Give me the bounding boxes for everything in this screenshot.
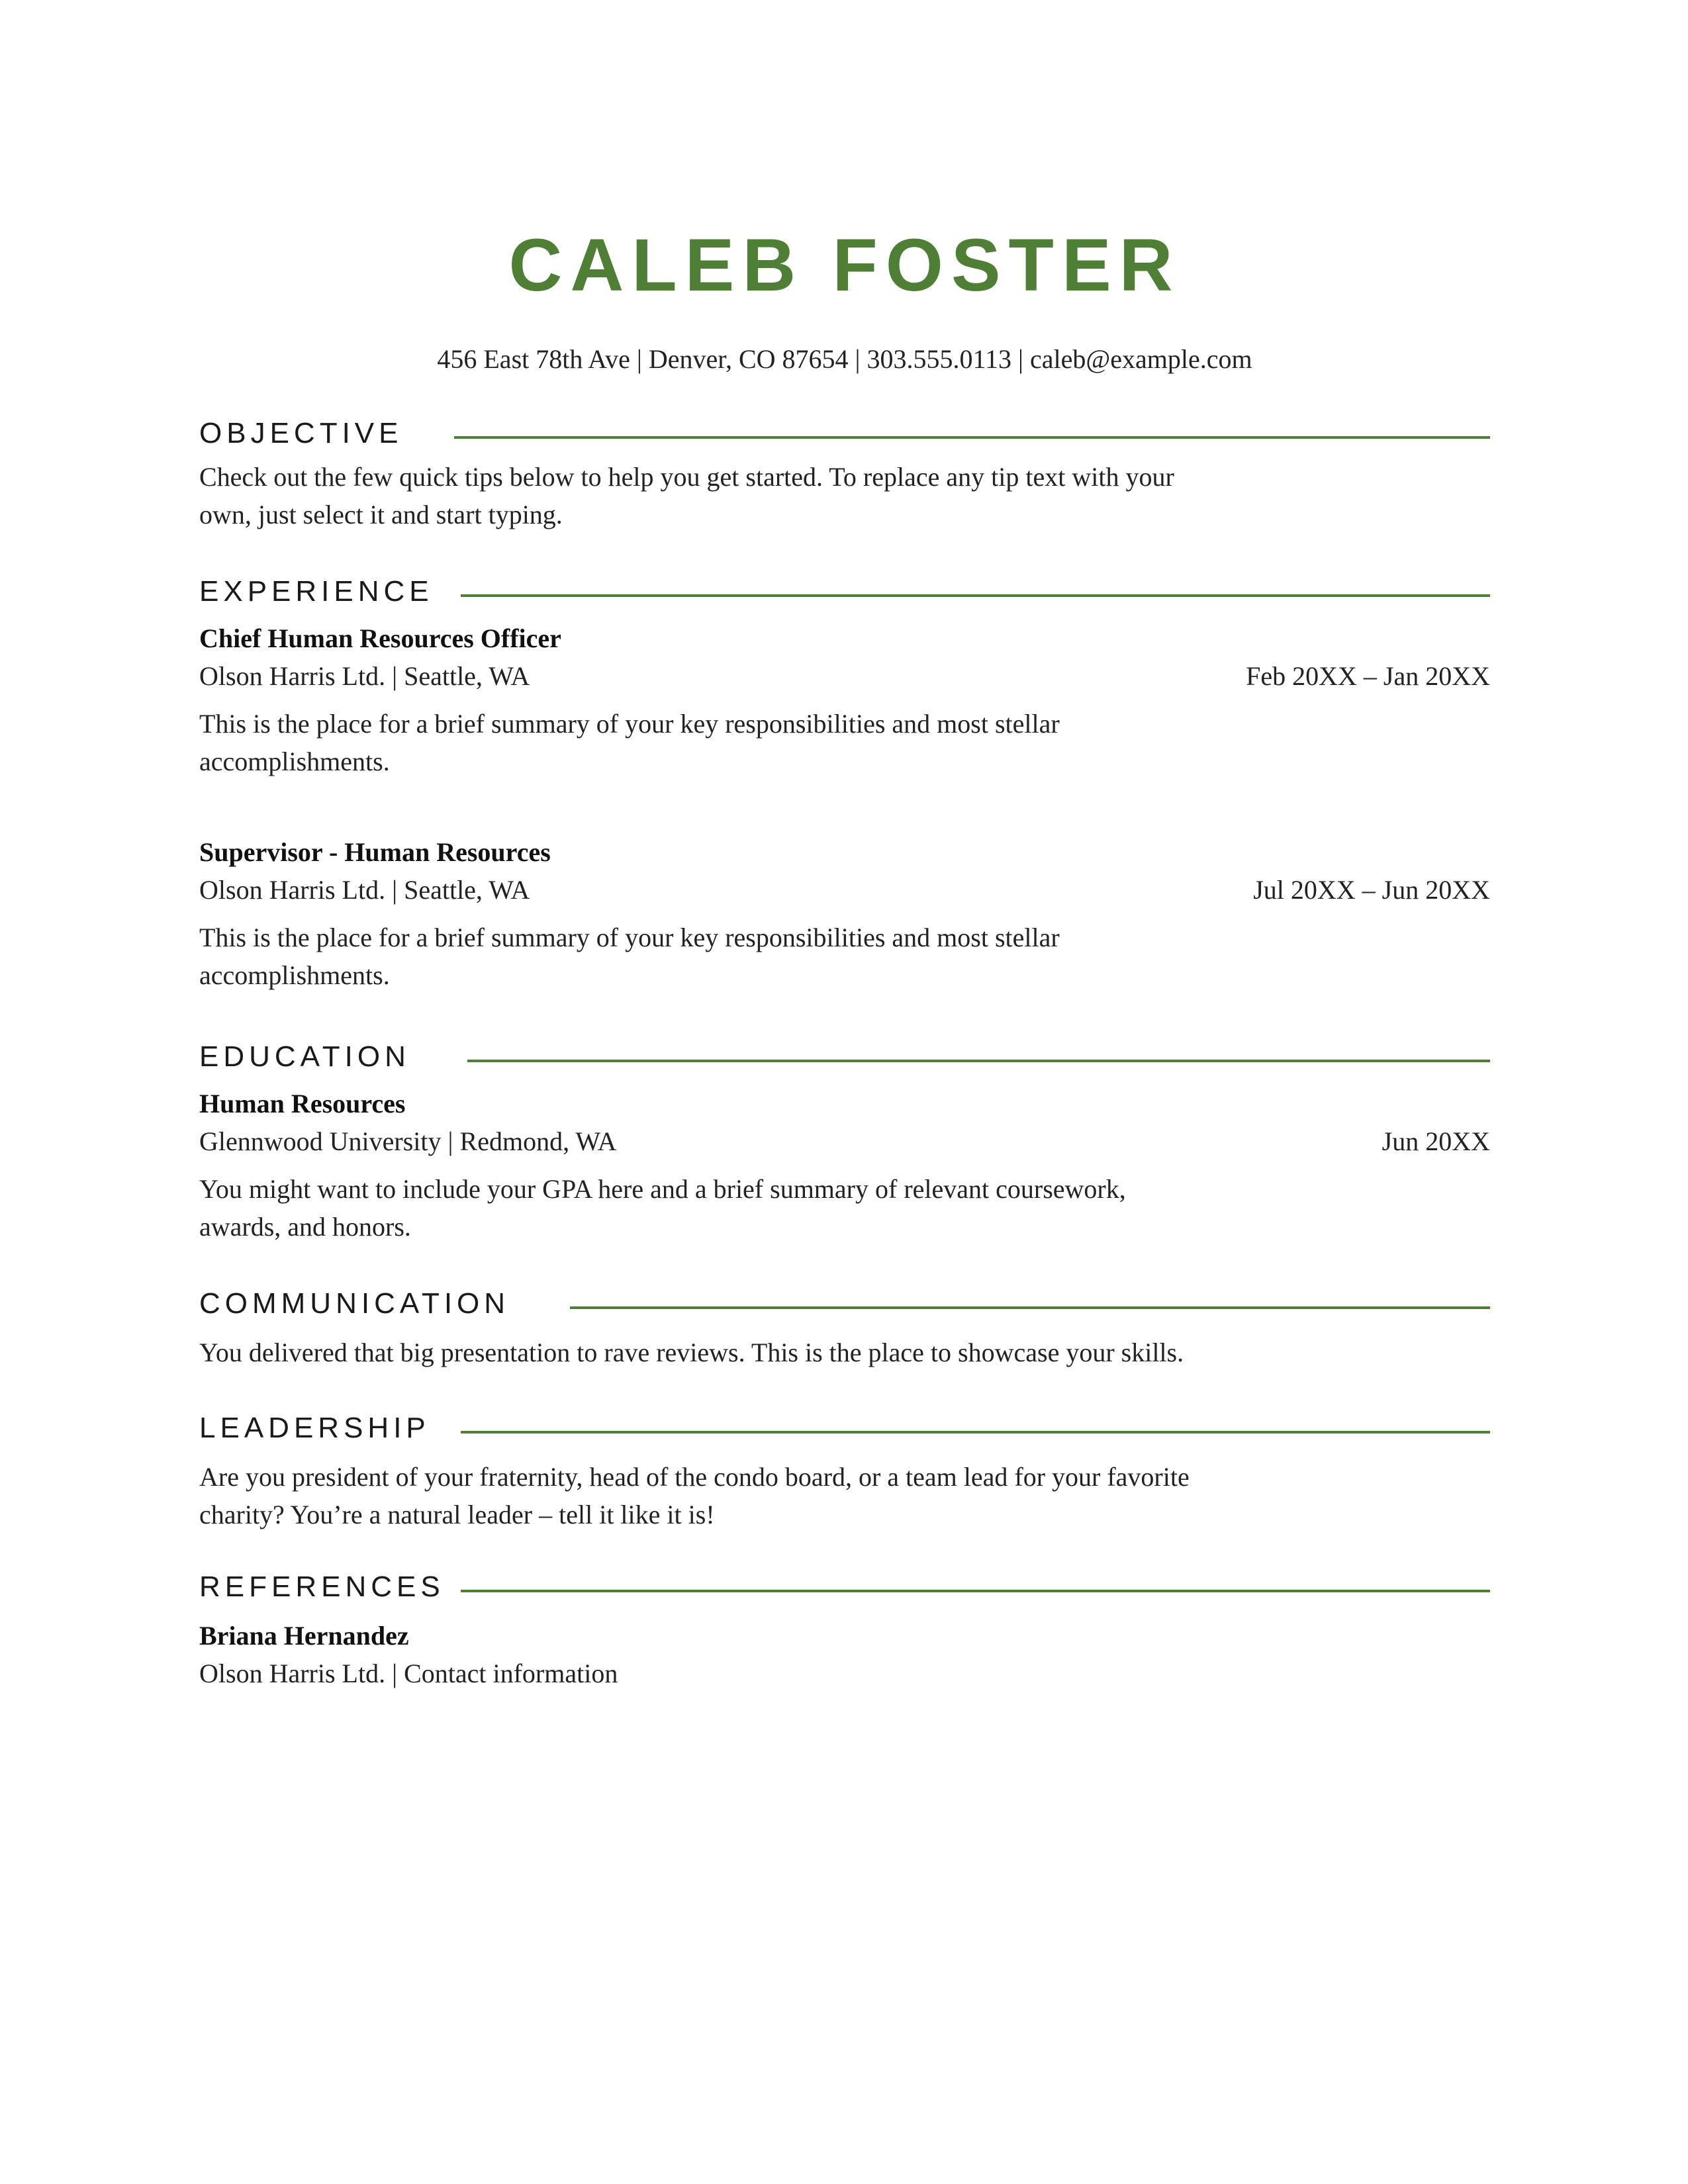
leadership-title: LEADERSHIP bbox=[199, 1412, 430, 1444]
communication-text: You delivered that big presentation to rave reviews. This is the place to showcase your skills. bbox=[199, 1338, 1184, 1367]
education-section bbox=[199, 1037, 1490, 1246]
job-meta bbox=[199, 871, 1490, 909]
reference-name: Briana Hernandez bbox=[199, 1621, 409, 1651]
education-title: EDUCATION bbox=[199, 1040, 410, 1073]
objective-section bbox=[199, 414, 1490, 533]
job-company: Olson Harris Ltd. | Seattle, WA bbox=[199, 875, 530, 905]
references-divider bbox=[461, 1590, 1490, 1592]
job-meta bbox=[199, 657, 1490, 695]
reference-detail: Olson Harris Ltd. | Contact information bbox=[199, 1659, 618, 1688]
leadership-section bbox=[199, 1408, 1490, 1533]
contact-line: 456 East 78th Ave | Denver, CO 87654 | 303.555.0113 | caleb@example.com bbox=[437, 344, 1252, 374]
education-divider bbox=[467, 1060, 1490, 1062]
objective-divider bbox=[454, 436, 1490, 439]
experience-header bbox=[199, 572, 1490, 612]
communication-header bbox=[199, 1284, 1490, 1324]
experience-title: EXPERIENCE bbox=[199, 575, 434, 608]
objective-title: OBJECTIVE bbox=[199, 417, 403, 449]
job-title: Chief Human Resources Officer bbox=[199, 623, 561, 653]
references-title: REFERENCES bbox=[199, 1570, 445, 1603]
leadership-text: Are you president of your fraternity, head of the condo board, or a team lead for your favorite charity? You’re a natural leader – tell it like it is! bbox=[199, 1462, 1190, 1529]
experience-entry bbox=[199, 833, 1490, 994]
communication-section bbox=[199, 1284, 1490, 1371]
reference-entry bbox=[199, 1617, 1490, 1692]
school-name: Glennwood University | Redmond, WA bbox=[199, 1126, 617, 1156]
leadership-divider bbox=[461, 1431, 1490, 1433]
objective-text: Check out the few quick tips below to help you get started. To replace any tip text with your own, just select it and start typing. bbox=[199, 462, 1174, 529]
graduation-date: Jun 20XX bbox=[1382, 1126, 1490, 1156]
leadership-header bbox=[199, 1408, 1490, 1448]
education-entry bbox=[199, 1085, 1490, 1246]
communication-divider bbox=[570, 1306, 1490, 1309]
degree-title: Human Resources bbox=[199, 1089, 406, 1118]
education-header bbox=[199, 1037, 1490, 1077]
job-dates: Jul 20XX – Jun 20XX bbox=[1253, 875, 1490, 905]
experience-entry bbox=[199, 619, 1490, 780]
education-description: You might want to include your GPA here and a brief summary of relevant coursework, awards, and honors. bbox=[199, 1174, 1126, 1242]
job-description: This is the place for a brief summary of your key responsibilities and most stellar accomplishments. bbox=[199, 923, 1060, 990]
resume-name: CALEB FOSTER bbox=[508, 224, 1181, 306]
reference-meta bbox=[199, 1655, 1490, 1692]
job-company: Olson Harris Ltd. | Seattle, WA bbox=[199, 661, 530, 691]
job-title: Supervisor - Human Resources bbox=[199, 837, 551, 867]
references-header bbox=[199, 1567, 1490, 1607]
education-meta bbox=[199, 1122, 1490, 1160]
job-description: This is the place for a brief summary of your key responsibilities and most stellar accomplishments. bbox=[199, 709, 1060, 776]
objective-header bbox=[199, 414, 1490, 453]
communication-title: COMMUNICATION bbox=[199, 1287, 510, 1320]
references-section bbox=[199, 1567, 1490, 1692]
experience-divider bbox=[461, 594, 1490, 597]
experience-section bbox=[199, 572, 1490, 994]
job-dates: Feb 20XX – Jan 20XX bbox=[1246, 661, 1490, 691]
